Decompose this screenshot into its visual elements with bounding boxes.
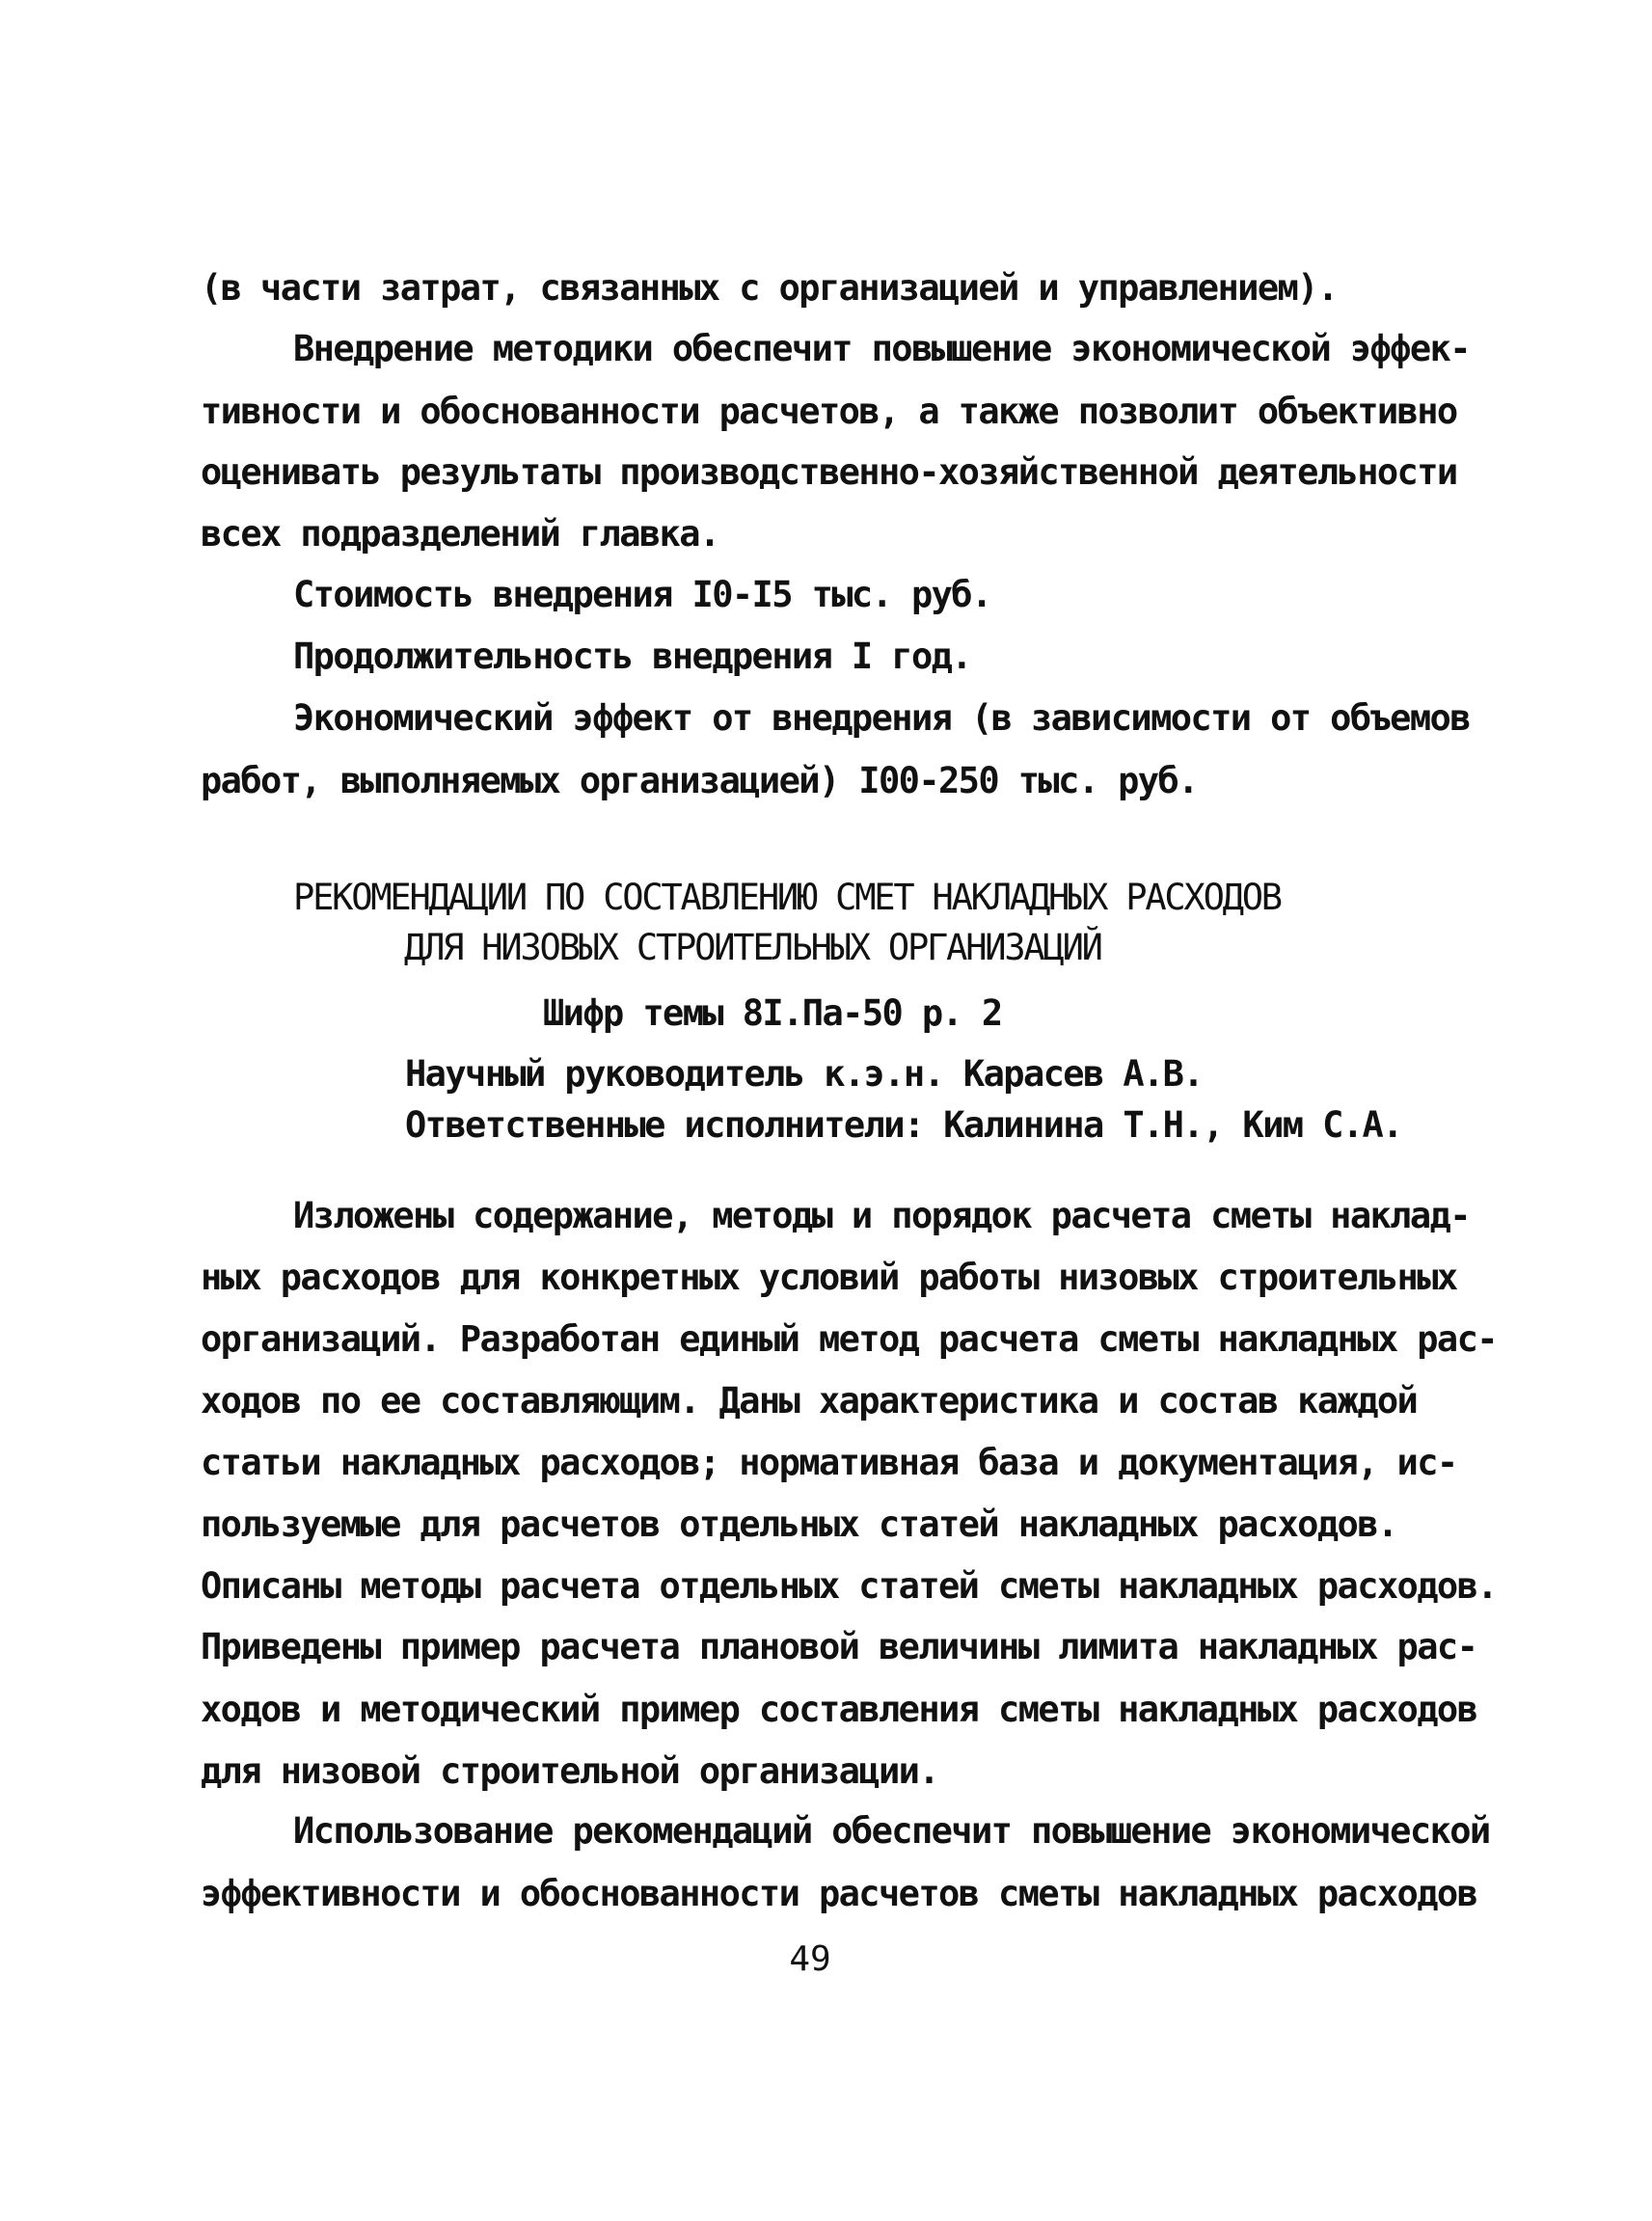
text-line: Изложены содержание, методы и порядок расчета сметы наклад- <box>293 1195 1470 1236</box>
text-line: ходов по ее составляющим. Даны характеристика и состав каждой <box>201 1380 1418 1422</box>
text-line: пользуемые для расчетов отдельных статей накладных расходов. <box>201 1503 1397 1545</box>
text-line: тивности и обоснованности расчетов, а также позволит объективно <box>201 391 1457 432</box>
text-line: эффективности и обоснованности расчетов сметы накладных расходов <box>201 1873 1477 1914</box>
text-line: ных расходов для конкретных условий работы низовых строительных <box>201 1257 1457 1298</box>
duration-line: Продолжительность внедрения I год. <box>293 636 971 677</box>
text-line: ходов и методический пример составления сметы накладных расходов <box>201 1689 1477 1730</box>
section-title-line: ДЛЯ НИЗОВЫХ СТРОИТЕЛЬНЫХ ОРГАНИЗАЦИЙ <box>404 927 1101 968</box>
page-number: 49 <box>789 1939 831 1979</box>
cost-line: Стоимость внедрения I0-I5 тыс. руб. <box>293 574 991 615</box>
text-line: всех подразделений главка. <box>201 513 719 555</box>
supervisor-line: Научный руководитель к.э.н. Карасев А.В. <box>405 1053 1204 1095</box>
effect-line: работ, выполняемых организацией) I00-250 тыс. руб. <box>201 760 1198 801</box>
text-line: оценивать результаты производственно-хозяйственной деятельности <box>201 451 1457 493</box>
text-line: (в части затрат, связанных с организацией и управлением). <box>201 267 1338 309</box>
effect-line: Экономический эффект от внедрения (в зависимости от объемов <box>293 697 1470 739</box>
text-line: Внедрение методики обеспечит повышение экономической эффек- <box>293 328 1470 369</box>
text-line: организаций. Разработан единый метод расчета сметы накладных рас- <box>201 1318 1497 1360</box>
executors-line: Ответственные исполнители: Калинина Т.Н., Ким С.А. <box>405 1104 1402 1146</box>
text-line: Описаны методы расчета отдельных статей сметы накладных расходов. <box>201 1565 1497 1607</box>
text-line: Приведены пример расчета плановой величины лимита накладных рас- <box>201 1626 1477 1667</box>
text-line: Использование рекомендаций обеспечит повышение экономической <box>293 1810 1490 1852</box>
section-title-line: РЕКОМЕНДАЦИИ ПО СОСТАВЛЕНИЮ СМЕТ НАКЛАДНЫХ РАСХОДОВ <box>293 877 1281 918</box>
text-line: статьи накладных расходов; нормативная база и документация, ис- <box>201 1442 1457 1483</box>
topic-code: Шифр темы 8I.Па-50 р. 2 <box>543 992 1002 1034</box>
text-line: для низовой строительной организации. <box>201 1750 939 1792</box>
